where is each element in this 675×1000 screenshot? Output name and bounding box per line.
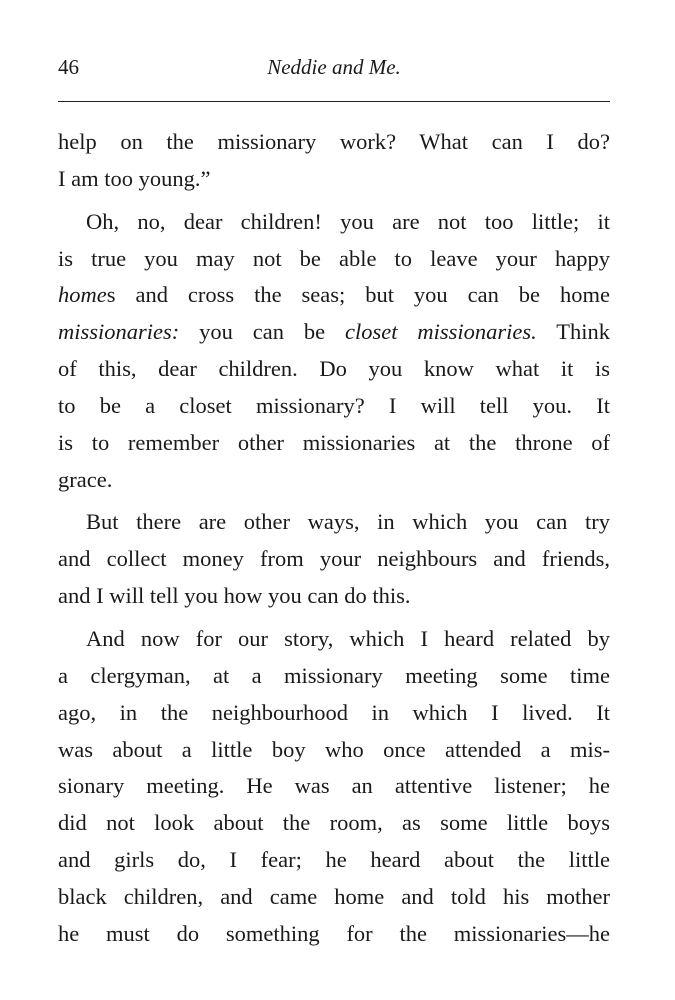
text-line: grace. [58,466,113,492]
text-line-with-emphasis: homes and cross the seas; but you can be home [58,282,610,308]
emphasis: closet missionaries. [345,319,537,345]
text-line: and I will tell you how you can do this. [58,583,411,609]
running-title: Neddie and Me. [267,55,401,79]
paragraph [58,621,610,953]
text-line: did not look about the room, as some little boys [58,810,610,836]
text-line: is true you may not be able to leave your happy [58,245,610,271]
text-line: he must do something for the missionaries—he [58,920,610,946]
paragraph [58,504,610,615]
page-number: 46 [58,55,79,79]
text-line: a clergyman, at a missionary meeting some time [58,662,610,688]
body-text [58,124,610,953]
emphasis: home [58,282,107,308]
paragraph [58,204,610,499]
header-rule [58,101,610,102]
text-line: sionary meeting. He was an attentive listener; he [58,773,610,799]
text-line-with-emphasis: missionaries: you can be closet missionaries. Think [58,319,611,345]
text-line: But there are other ways, in which you can try [86,509,610,535]
text-line: And now for our story, which I heard related by [86,625,610,651]
text-line: is to remember other missionaries at the throne of [58,429,610,455]
text-line: black children, and came home and told his mother [58,883,610,909]
text-line: help on the missionary work? What can I do? [58,129,610,154]
text-line: of this, dear children. Do you know what it is [58,356,610,382]
text-line: I am too young.” [58,165,211,191]
text-line: and collect money from your neighbours and friends, [58,546,610,572]
running-header [58,50,610,84]
text-line: was about a little boy who once attended a mis- [58,736,610,762]
text-line: and girls do, I fear; he heard about the little [58,847,610,873]
paragraph-continued [58,124,610,198]
text-line: Oh, no, dear children! you are not too little; it [86,208,610,234]
text-line: ago, in the neighbourhood in which I lived. It [58,699,610,725]
emphasis: missionaries: [58,319,180,345]
text-line: to be a closet missionary? I will tell you. It [58,392,610,418]
